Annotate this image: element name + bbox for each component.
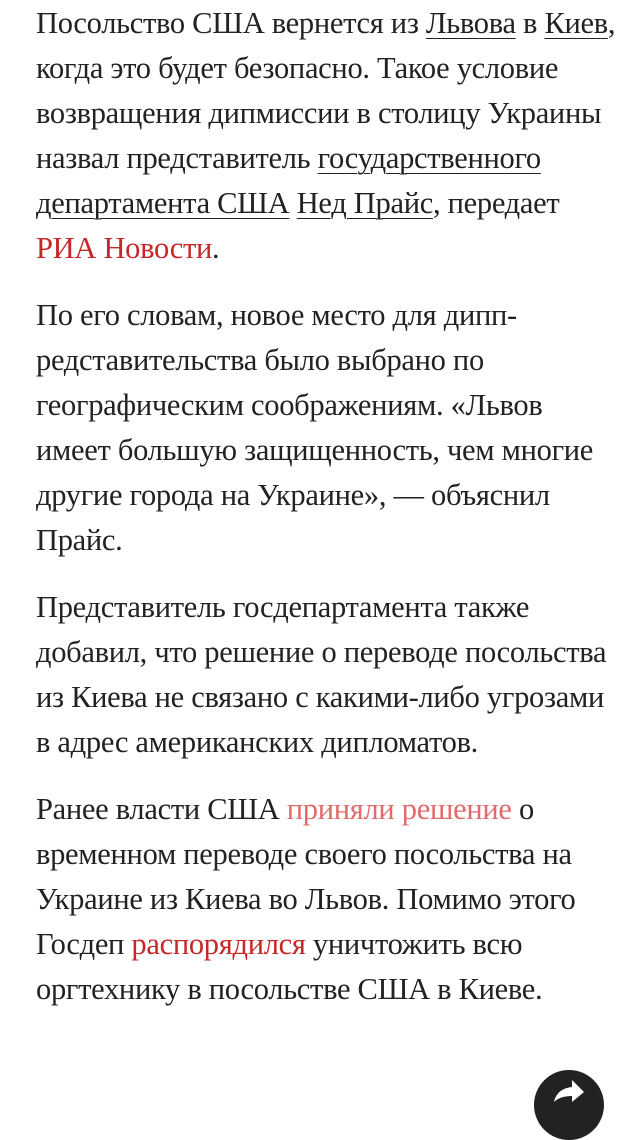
paragraph-2: По его словам, новое место для диппредставительства было выбрано по географическим соображениям. «Львов имеет большую защищенность, чем многие другие города на Украине», — объяснил Прайс. bbox=[36, 298, 594, 557]
p1-text-4 bbox=[289, 186, 296, 220]
share-arrow-icon bbox=[552, 1078, 586, 1102]
p1-text-1: Посольство США вернется из bbox=[36, 6, 426, 40]
paragraph-3: Представитель госдепартамента также добавил, что решение о переводе посольства из Киева не связано с какими-либо угрозами в адрес американских дипломатов. bbox=[36, 590, 607, 759]
link-ria-novosti[interactable]: РИА Новости bbox=[36, 231, 213, 265]
p4-text-3: уничтожить всю оргтехнику в посольстве США в Киеве. bbox=[36, 927, 543, 1006]
p1-text-6: . bbox=[212, 231, 220, 265]
link-ned-price[interactable]: Нед Прайс bbox=[296, 186, 433, 220]
share-button[interactable] bbox=[534, 1070, 604, 1140]
p4-text-1: Ранее власти США bbox=[36, 792, 287, 826]
p1-text-2: в bbox=[515, 6, 545, 40]
link-kiev[interactable]: Киев bbox=[544, 6, 608, 40]
article-body bbox=[36, 0, 616, 1034]
paragraph-4 bbox=[36, 787, 616, 1012]
paragraph-1 bbox=[36, 0, 616, 271]
link-ordered[interactable]: распорядился bbox=[131, 927, 306, 961]
p1-text-5: , передает bbox=[432, 186, 560, 220]
link-decision[interactable]: приняли решение bbox=[286, 792, 512, 826]
p1-text-3: , когда это будет безопасно. Такое условие возвращения дипмиссии в столицу Украины назвал представитель bbox=[36, 6, 616, 175]
link-lvov[interactable]: Львова bbox=[425, 6, 516, 40]
p4-text-2: о временном переводе своего посольства на Украине из Киева во Львов. Помимо этого Госдеп bbox=[36, 792, 576, 961]
link-state-department[interactable]: государственного департамента США bbox=[36, 141, 541, 220]
